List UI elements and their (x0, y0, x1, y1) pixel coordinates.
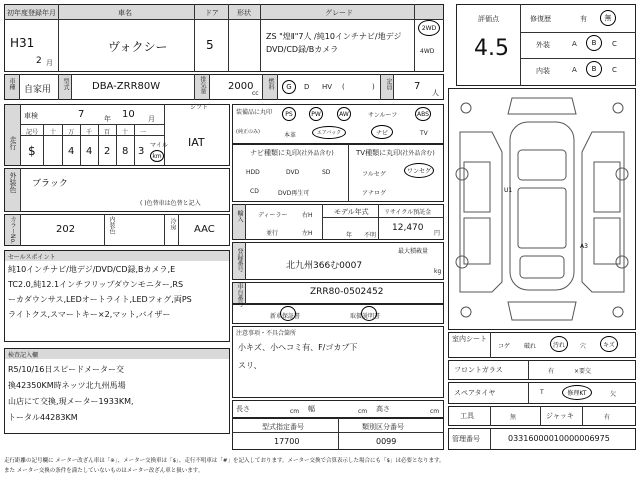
dim-length: 長さ (236, 405, 250, 413)
seat-label: 室内シート (452, 335, 487, 343)
fuel-paren-open: ( (342, 83, 345, 91)
drive-2wd: 2WD (418, 20, 440, 36)
mileage-unit-2: 万 (68, 129, 75, 136)
equip-ps: PS (282, 107, 296, 121)
exterior-label: 外装 (536, 41, 550, 49)
dim-height: 高さ (376, 405, 390, 413)
seat-scratch: キズ (600, 336, 618, 352)
exterior-c: C (612, 40, 617, 48)
recycle-value: 12,470 (392, 223, 424, 233)
navi-label (250, 148, 334, 158)
footer-note-1: 走行距離の記号欄に メーター改ざん車は「※」、メーター交換車は「$」、走行不明車は「#」を記入しております。メーター交換で合算表示した場合にも「$」は必要となります。 (4, 458, 445, 464)
shift-value: IAT (188, 136, 205, 149)
equip-leather: 本革 (284, 132, 297, 139)
mileage-digit-2: 4 (86, 146, 93, 157)
exterior-b: B (586, 35, 602, 51)
dim-length-unit: cm (290, 408, 300, 415)
new-warranty: 新車保証書 (270, 313, 301, 320)
plate-value: 北九州366む0007 (286, 261, 363, 271)
tools-label: 工具 (460, 412, 474, 420)
equipment-label: 装備品に丸印 (236, 109, 273, 116)
repair-label: 修復歴 (530, 15, 551, 23)
model-year-label: モデル年式 (334, 208, 369, 216)
mileage-unit-6: 一 (140, 129, 147, 136)
jack-value: 有 (604, 414, 611, 421)
seat-tear: 破れ (524, 343, 537, 350)
sales-line-4: ライトクス,スマートキー×2,マット,バイザー (8, 310, 171, 319)
new-warranty-circle (280, 306, 296, 321)
repair-no: 無 (600, 10, 616, 26)
mileage-digit-4: 8 (122, 146, 129, 157)
manual: 取扱説明書 (350, 313, 381, 320)
repair-yes: 有 (580, 15, 587, 23)
inspection-note-3: 山店にて交換,現メーター1933KM, (8, 397, 134, 406)
reg-month: 2 (36, 56, 42, 66)
sales-line-2: TC2.0,純12.1インチフリップダウンモニター,RS (8, 280, 184, 289)
capacity-value: 7 (414, 81, 421, 92)
color-label: 外装色 (9, 172, 17, 193)
equipment-sublabel: (純正のみ) (236, 129, 260, 135)
max-load-unit: kg (434, 268, 442, 275)
recycle-unit: 円 (434, 230, 441, 237)
tv-oneseg: ワンセグ (404, 163, 434, 178)
class-value: 0099 (376, 437, 397, 446)
interior-c: C (612, 66, 617, 74)
grade-label: グレード (325, 9, 353, 17)
grade-text: ZS "煌Ⅱ"7人 /純10インチナビ/地デジDVD/CD録/Bカメラ (266, 32, 402, 54)
exterior-a: A (572, 40, 577, 48)
interior-a: A (572, 66, 577, 74)
windshield-label: フロントガラス (454, 366, 503, 374)
color-note: ( )色替車は色替と記入 (140, 200, 201, 207)
spare-t: T (540, 389, 544, 396)
max-load-label: 最大積載量 (398, 248, 429, 255)
inspection-month: 10 (122, 109, 135, 120)
car-name: ヴォクシー (108, 40, 168, 54)
tv-label-text: TV種類に丸印 (356, 149, 401, 157)
door-count: 5 (206, 38, 214, 52)
interior-label: 内装 (536, 67, 550, 75)
equip-navi: ナビ (371, 125, 393, 139)
shift-label: シフト (190, 104, 209, 111)
seat-stain: 汚れ (550, 336, 568, 352)
navi-dvd-play: DVD再生可 (278, 190, 310, 197)
mileage-unit-3: 千 (86, 129, 93, 136)
equip-sunroof: サンルーフ (368, 112, 398, 119)
spare-missing: 欠 (610, 391, 617, 398)
mileage-label: 走行 (9, 136, 17, 150)
model-label: 型式 (62, 78, 69, 90)
equip-abs: ABS (415, 107, 431, 121)
equip-airbag: エアバック (312, 126, 346, 139)
mgmt-value: 03316000010000006975 (508, 434, 610, 443)
spare-label: スペアタイヤ (454, 389, 496, 397)
mileage-mile: マイル (150, 142, 168, 149)
tv-label (356, 148, 435, 158)
ac-label: 冷房 (169, 218, 176, 230)
inspection-notes-label: 検査記入欄 (8, 352, 39, 359)
notes-label: 注意事項・不具合箇所 (236, 330, 297, 337)
seat-hole: 穴 (580, 343, 587, 350)
windshield-yes: 有 (548, 368, 555, 375)
spare-repair-kit: 修理KT (562, 385, 592, 400)
mileage-unit-1: 十 (50, 129, 57, 136)
inspection-note-1: R5/10/16日スピードメーター交 (8, 365, 124, 374)
inspection-year: 7 (78, 109, 85, 120)
mileage-digit-1: 4 (68, 146, 75, 157)
tv-analog: アナログ (362, 190, 387, 197)
model-year-unit: 年 (346, 232, 353, 239)
drive-4wd: 4WD (420, 48, 435, 55)
fuel-hv: HV (322, 83, 333, 91)
tools-value: 無 (510, 414, 517, 421)
chassis-value: ZRR80-0502452 (310, 287, 384, 297)
fuel-g: G (282, 80, 296, 94)
sales-label: セールスポイント (8, 254, 56, 261)
score-value: 4.5 (474, 36, 509, 61)
car-damage-diagram (452, 92, 632, 326)
mileage-unit-0: 記号 (26, 129, 39, 136)
dim-width: 幅 (308, 405, 315, 413)
mileage-km: km (150, 150, 164, 162)
recycle-label: リサイクル預託金 (384, 209, 432, 216)
fuel-label: 燃料 (267, 78, 274, 90)
ac-value: AAC (194, 224, 215, 235)
model-year-unknown: 不明 (364, 232, 377, 239)
cc-value: 2000 (228, 81, 254, 92)
type-value: 17700 (274, 437, 300, 446)
seat-burn: コゲ (498, 343, 511, 350)
cc-unit: cc (252, 90, 259, 97)
equip-tv: TV (420, 130, 428, 137)
sales-line-1: 純10インチナビ/地デジ/DVD/CD録,Bカメラ,E (8, 265, 176, 274)
car-name-label: 車名 (118, 9, 132, 17)
color-value: ブラック (32, 179, 68, 189)
dims-grid (232, 400, 444, 418)
mileage-unit-4: 百 (104, 129, 111, 136)
docs-grid (232, 304, 444, 324)
type-label: 型式指定番号 (262, 423, 304, 431)
import-right: 右H (302, 212, 313, 219)
mileage-unit-5: 十 (122, 129, 129, 136)
diagram-mark-a3: A3 (580, 243, 588, 250)
mileage-symbol: $ (28, 144, 36, 158)
fuel-d: D (304, 83, 310, 91)
usage-value: 自家用 (24, 85, 52, 95)
navi-label-text: ナビ種類に丸印 (250, 149, 299, 157)
usage-label: 車種 (8, 78, 15, 90)
mgmt-label: 管理番号 (452, 435, 480, 443)
first-reg-label: 初年度登録年月 (7, 9, 56, 17)
inspection-month-unit: 月 (148, 115, 155, 123)
shape-label: 形状 (237, 9, 251, 17)
score-label: 評価点 (478, 15, 499, 23)
diagram-mark-u1: U1 (504, 187, 513, 194)
inspection-note-2: 換42350KM時ネッツ北九州馬場 (8, 381, 126, 390)
footer-note-2: また メーター交換の条件を満たしていないものはメーター改ざん車と扱います。 (4, 468, 204, 474)
interior-color-label: 内装色 (108, 216, 115, 234)
dim-width-unit: cm (358, 408, 368, 415)
jack-label: ジャッキ (546, 412, 574, 420)
reg-year: H31 (10, 36, 35, 50)
navi-dvd: DVD (286, 169, 300, 176)
model-value: DBA-ZRR80W (92, 81, 161, 92)
manual-circle (361, 306, 377, 321)
mileage-digit-5: 3 (138, 146, 145, 157)
header-label-bar (5, 5, 443, 19)
import-label: 輸入 (236, 210, 243, 222)
color-no-label: カラーNo. (9, 216, 16, 244)
reg-month-unit: 月 (46, 59, 53, 67)
plate-label: 登録番号 (236, 248, 243, 272)
navi-hdd: HDD (246, 169, 260, 176)
navi-label-sub: (社外品含む) (299, 150, 334, 157)
fuel-paren-close: ) (372, 83, 375, 91)
import-parallel: 並行 (266, 230, 279, 237)
sales-line-3: ーカダウンサス,LEDオートライト,LEDフォグ,両PS (8, 295, 192, 304)
mileage-digit-3: 2 (104, 146, 111, 157)
inspection-note-4: トータル44283KM (8, 413, 78, 422)
cc-label: 排気量 (199, 76, 206, 94)
class-label: 類別区分番号 (362, 423, 404, 431)
interior-b: B (586, 61, 602, 77)
inspection-year-unit: 年 (104, 115, 111, 123)
windshield-replace: ×要交 (574, 368, 592, 375)
import-dealer: ディーラー (258, 212, 288, 219)
capacity-unit: 人 (432, 89, 439, 97)
equip-pw: PW (309, 107, 323, 121)
equip-aw: AW (337, 107, 351, 121)
import-left: 左H (302, 230, 313, 237)
notes-line-2: スリ、 (238, 361, 262, 370)
tv-fullseg: フルセグ (362, 171, 386, 178)
notes-line-1: 小キズ、小ヘコミ有、F/ゴカブ下 (238, 343, 358, 352)
inspection-label: 車検 (24, 112, 38, 120)
tv-label-sub: (社外品含む) (400, 150, 435, 157)
capacity-label: 定員 (385, 78, 392, 90)
navi-sd: SD (322, 169, 331, 176)
color-no-value: 202 (56, 224, 76, 235)
chassis-label: 車台番号 (236, 283, 243, 307)
navi-cd: CD (250, 188, 259, 195)
dim-height-unit: cm (430, 408, 440, 415)
door-label: ドア (205, 9, 219, 17)
